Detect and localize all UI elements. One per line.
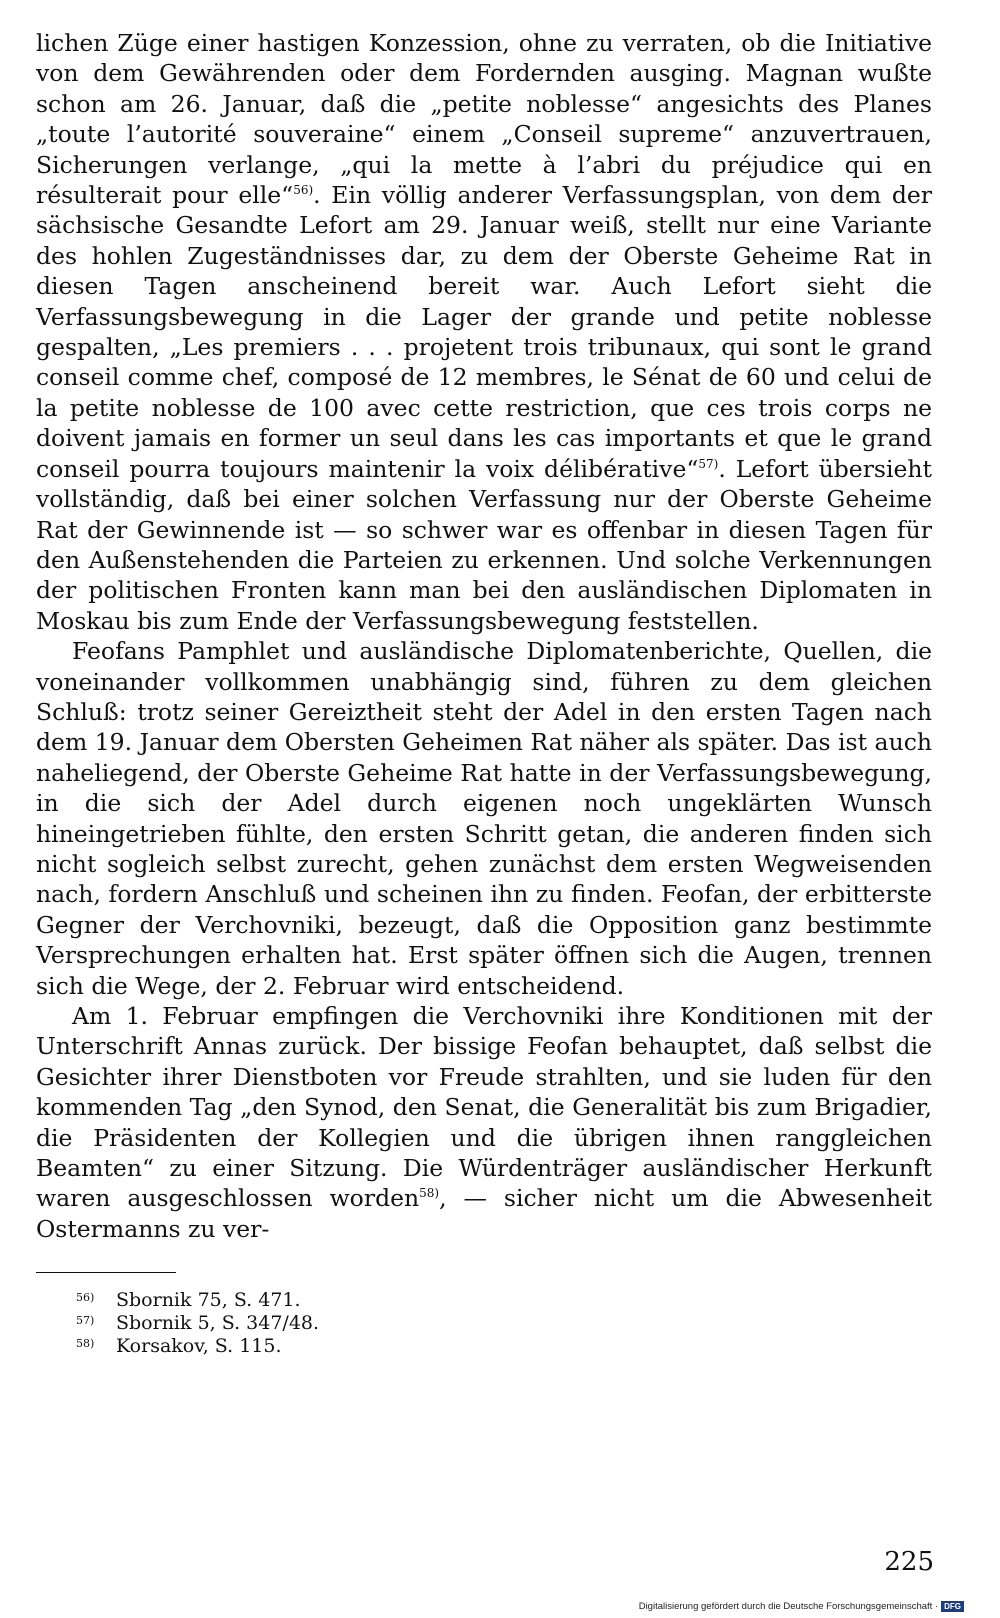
footnote-ref-56: 56) xyxy=(293,183,314,198)
footnote-divider xyxy=(36,1272,176,1273)
footnote-text: Sbornik 75, S. 471. xyxy=(116,1289,301,1312)
paragraph-1-part-b: . Ein völlig anderer Verfassungsplan, von dem der sächsische Gesandte Lefort am 29. Januar weiß, stellt nur eine Variante des hohlen Zugeständnisses dar, zu dem der Oberste Geheime Rat in diesen Tagen anscheinend bereit war. Auch Lefort sieht die Verfassungsbewegung in die Lager der grande und petite noblesse gespalten, „Les premiers . . . projetent trois tribunaux, qui sont le grand conseil comme chef, composé de 12 membres, le Sénat de 60 und celui de la petite noblesse de 100 avec cette restriction, que ces trois corps ne doivent jamais en former un seul dans les cas importants et que le grand conseil pourra toujours maintenir la voix délibérative“ xyxy=(36,181,932,483)
paragraph-3-part-b: , — sicher nicht um die Abwesenheit Ostermanns zu ver- xyxy=(36,1184,932,1243)
paragraph-3 xyxy=(36,1001,932,1244)
footnote-57: 57) Sbornik 5, S. 347/48. xyxy=(76,1312,320,1335)
footnote-text: Korsakov, S. 115. xyxy=(116,1335,282,1358)
page-number: 225 xyxy=(884,1547,934,1577)
digitization-credit xyxy=(639,1601,964,1612)
footnotes xyxy=(36,1289,932,1358)
paragraph-2: Feofans Pamphlet und ausländische Diplomatenberichte, Quellen, die voneinander vollkommen unabhängig sind, führen zu dem gleichen Schluß: trotz seiner Gereiztheit steht der Adel in den ersten Tagen nach dem 19. Januar dem Obersten Geheimen Rat näher als später. Das ist auch naheliegend, der Oberste Geheime Rat hatte in der Verfassungsbewegung, in die sich der Adel durch eigenen noch ungeklärten Wunsch hineingetrieben fühlte, den ersten Schritt getan, die anderen finden sich nicht sogleich selbst zurecht, gehen zunächst dem ersten Wegweisenden nach, fordern Anschluß und scheinen ihn zu finden. Feofan, der erbitterste Gegner der Verchovniki, bezeugt, daß die Opposition ganz bestimmte Versprechungen erhalten hat. Erst später öffnen sich die Augen, trennen sich die Wege, der 2. Februar wird entscheidend. xyxy=(36,637,932,1000)
footnote-ref-57: 57) xyxy=(698,456,719,471)
credit-text: Digitalisierung gefördert durch die Deutsche Forschungsgemeinschaft · xyxy=(638,1601,939,1612)
paragraph-1-part-c: . Lefort übersieht vollständig, daß bei einer solchen Verfassung nur der Oberste Geheime Rat der Gewinnende ist — so schwer war es offenbar in diesen Tagen für den Außenstehenden die Parteien zu erkennen. Und solche Verkennungen der politischen Fronten kann man bei den ausländischen Diplomaten in Moskau bis zum Ende der Verfassungsbewegung feststellen. xyxy=(36,454,932,635)
dfg-logo: DFG xyxy=(941,1601,964,1612)
footnote-58: 58) Korsakov, S. 115. xyxy=(76,1335,282,1358)
footnote-text: Sbornik 5, S. 347/48. xyxy=(116,1312,320,1335)
page-body xyxy=(36,28,932,1358)
footnote-ref-58: 58) xyxy=(419,1186,440,1201)
paragraph-1 xyxy=(36,28,932,636)
paragraph-3-part-a: Am 1. Februar empfingen die Verchovniki ihre Konditionen mit der Unterschrift Annas zurück. Der bissige Feofan behauptet, daß selbst die Gesichter ihrer Dienstboten vor Freude strahlten, und sie luden für den kommenden Tag „den Synod, den Senat, die Generalität bis zum Brigadier, die Präsidenten der Kollegien und die übrigen ihnen ranggleichen Beamten“ zu einer Sitzung. Die Würdenträger ausländischer Herkunft waren ausgeschlossen worden xyxy=(36,1002,932,1213)
footnote-56: 56) Sbornik 75, S. 471. xyxy=(76,1289,301,1312)
paragraph-1-part-a: lichen Züge einer hastigen Konzession, ohne zu verraten, ob die Initiative von dem Gewährenden oder dem Fordernden ausging. Magnan wußte schon am 26. Januar, daß die „petite noblesse“ angesichts des Planes „toute l’autorité souveraine“ einem „Conseil supreme“ anzuvertrauen, Sicherungen verlange, „qui la mette à l’abri du préjudice qui en résulterait pour elle“ xyxy=(36,29,932,210)
